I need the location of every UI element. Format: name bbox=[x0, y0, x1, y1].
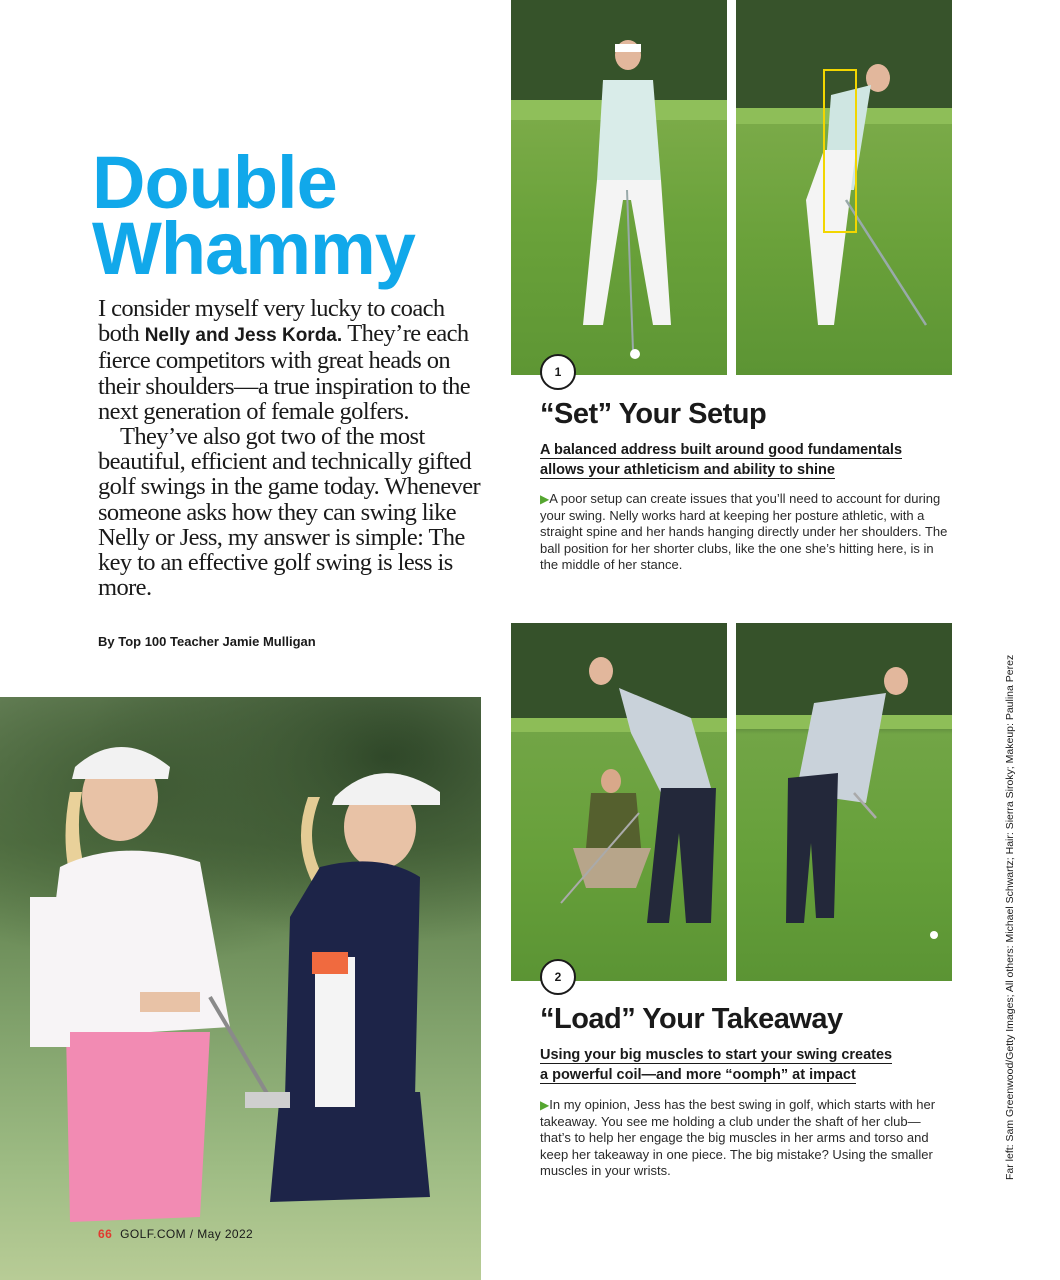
page-number: 66 bbox=[98, 1227, 113, 1241]
intro-p1-end: They’re each fierce competitors with great heads on their shoulders—a true inspiration to the next generation of female golfers. bbox=[98, 320, 471, 425]
golfer-front-illustration bbox=[511, 0, 727, 375]
headline bbox=[92, 141, 492, 290]
step-2-badge: 2 bbox=[540, 959, 576, 995]
photo-credit: Far left: Sam Greenwood/Getty Images; All others: Michael Schwartz; Hair: Sierra Siroky; Makeup: Paulina Perez bbox=[1004, 654, 1016, 1180]
photo-setup-side bbox=[736, 0, 952, 375]
korda-sisters-illustration bbox=[0, 697, 481, 1280]
play-arrow-icon: ▶ bbox=[540, 1098, 550, 1112]
step-1-subtitle-line2: allows your athleticism and ability to shine bbox=[540, 462, 835, 478]
intro-paragraph-1 bbox=[98, 296, 488, 424]
photo-takeaway-swing bbox=[736, 623, 952, 981]
photo-korda-sisters bbox=[0, 697, 481, 1280]
coach-and-golfer-illustration bbox=[511, 623, 727, 981]
step-2-body-text: In my opinion, Jess has the best swing in golf, which starts with her takeaway. You see me holding a club under the shaft of her club—that’s to help her engage the big muscles in her arms and torso and keep her takeaway in one piece. The big mistake? Using the smaller muscles in your wrists. bbox=[540, 1097, 936, 1178]
step-2-subtitle bbox=[540, 1045, 950, 1085]
intro-text bbox=[98, 296, 488, 600]
intro-p1-names: Nelly and Jess Korda. bbox=[144, 325, 343, 347]
step-1-body bbox=[540, 491, 950, 574]
intro-paragraph-2: They’ve also got two of the most beautiful, efficient and technically gifted golf swings in the game today. Whenever someone asks how they can swing like Nelly or Jess, my answer is simple: The key to an effective golf swing is less is more. bbox=[98, 423, 481, 602]
intro-p1-start: I consider myself very lucky to coach both bbox=[98, 295, 445, 348]
step-2-title: “Load” Your Takeaway bbox=[540, 1003, 843, 1035]
golfer-side-illustration bbox=[736, 0, 952, 375]
golfer-takeaway-illustration bbox=[736, 623, 952, 981]
step-1-badge: 1 bbox=[540, 354, 576, 390]
headline-line2: Whammy bbox=[92, 207, 415, 290]
step-1-subtitle-line1: A balanced address built around good fundamentals bbox=[540, 442, 903, 458]
step-2-body bbox=[540, 1097, 950, 1180]
step-2-subtitle-line1: Using your big muscles to start your swing creates bbox=[540, 1047, 893, 1063]
step-1-title: “Set” Your Setup bbox=[540, 398, 767, 430]
step-1-body-text: A poor setup can create issues that you’ll need to account for during your swing. Nelly works hard at keeping her posture athletic, with a straight spine and her hands hanging directly under her shoulders. The ball position for her shorter clubs, like the one she’s hitting here, is in the middle of her stance. bbox=[540, 491, 948, 572]
photo-takeaway-coach bbox=[511, 623, 727, 981]
step-1-subtitle bbox=[540, 440, 950, 480]
headline-line1: Double bbox=[92, 141, 337, 224]
step-2-subtitle-line2: a powerful coil—and more “oomph” at impact bbox=[540, 1067, 856, 1083]
folio-text: GOLF.COM / May 2022 bbox=[120, 1227, 254, 1241]
page-folio bbox=[98, 1227, 253, 1241]
byline: By Top 100 Teacher Jamie Mulligan bbox=[98, 634, 316, 649]
play-arrow-icon: ▶ bbox=[540, 492, 550, 506]
photo-setup-front bbox=[511, 0, 727, 375]
